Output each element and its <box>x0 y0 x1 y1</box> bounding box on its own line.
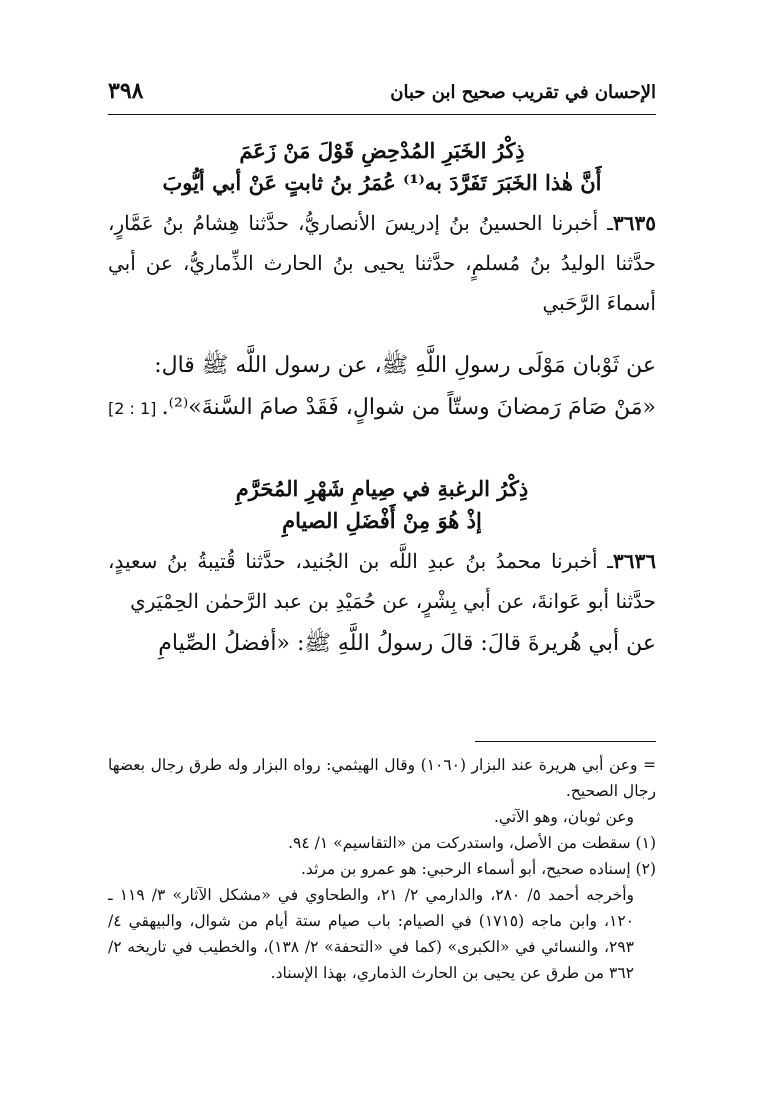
isnad-text-1: ـ أخبرنا الحسينُ بنُ إدريسَ الأنصاريُّ، حدَّثنا هِشامُ بنُ عَمَّارٍ، حدَّثنا الوليدُ بنُ مُسلمٍ، حدَّثنا يحيى بنُ الحارث الذِّماريُّ، عن أبي أسماءَ الرَّحَبي <box>108 211 656 315</box>
matn-2-line-1: عن أبي هُريرةَ قالَ: قالَ رسولُ اللَّهِ ﷺ: «أفضلُ الصِّيامِ <box>158 631 656 656</box>
page <box>108 78 656 665</box>
footnote-continuation-1: = وعن أبي هريرة عند البزار (١٠٦٠) وقال الهيثمي: رواه البزار وله طرق رجال بعضها رجال الصحيح. <box>108 756 656 800</box>
hadith-isnad-1 <box>108 203 656 323</box>
page-number: ٣٩٨ <box>108 78 144 104</box>
matn-1-line-2: «مَنْ صَامَ رَمضانَ وستّاً من شوالٍ، فَقَدْ صامَ السَّنةَ»⁽²⁾. <box>161 395 656 420</box>
hadith-isnad-2 <box>108 541 656 621</box>
footnote-divider <box>475 741 656 742</box>
footnotes <box>108 752 656 986</box>
chapter-title-1-line-1: ذِكْرُ الخَبَرِ المُدْحِضِ قَوْلَ مَنْ زَعَمَ <box>239 138 525 163</box>
book-title: الإحسان في تقريب صحيح ابن حبان <box>390 82 656 103</box>
footnote-continuation-2: وعن ثوبان، وهو الآتي. <box>493 808 634 826</box>
reference-1: [2 : 1] <box>108 399 157 418</box>
footnote-1: (١) سقطت من الأصل، واستدركت من «التقاسيم» ١/ ٩٤. <box>288 834 656 852</box>
footnote-2-line-1: (٢) إسناده صحيح، أبو أسماء الرحبي: هو عمرو بن مرثد. <box>301 860 656 878</box>
page-header <box>108 78 656 115</box>
matn-1-line-1: عن ثَوْبان مَوْلَى رسولِ اللَّهِ ﷺ، عن رسول اللَّه ﷺ قال: <box>154 353 656 378</box>
hadith-number-1: ٣٦٣٥ <box>613 211 656 235</box>
chapter-title-1-line-2: أَنَّ هٰذا الخَبَرَ تَفَرَّدَ به⁽¹⁾ عُمَرُ بنُ ثابتٍ عَنْ أبي أيُّوبَ <box>162 170 602 195</box>
footnote-2-line-2: وأخرجه أحمد ٥/ ٢٨٠، والدارمي ٢/ ٢١، والطحاوي في «مشكل الآثار» ٣/ ١١٩ ـ ١٢٠، وابن ماجه (١٧١٥) في الصيام: باب صيام ستة أيام من شوال، والبيهقي ٤/ ٢٩٣، والنسائي في «الكبرى» (كما في «التحفة» ٢/ ١٣٨)، والخطيب في تاريخه ٢/ ٣٦٢ من طرق عن يحيى بن الحارث الذماري، بهذا الإسناد. <box>108 886 635 982</box>
chapter-title-2-line-1: ذِكْرُ الرغبةِ في صِيامِ شَهْرِ المُحَرَّمِ <box>235 476 529 501</box>
hadith-number-2: ٣٦٣٦ <box>613 549 656 573</box>
isnad-text-2: ـ أخبرنا محمدُ بنُ عبدِ اللَّه بن الجُنيد، حدَّثنا قُتيبةُ بنُ سعيدٍ، حدَّثنا أبو عَوانةَ، عن أبي بِشْرٍ، عن حُمَيْدِ بن عبد الرَّحمٰن الحِمْيَري <box>108 549 656 613</box>
chapter-title-2-line-2: إذْ هُوَ مِنْ أَفْضَلِ الصيامِ <box>282 508 482 533</box>
